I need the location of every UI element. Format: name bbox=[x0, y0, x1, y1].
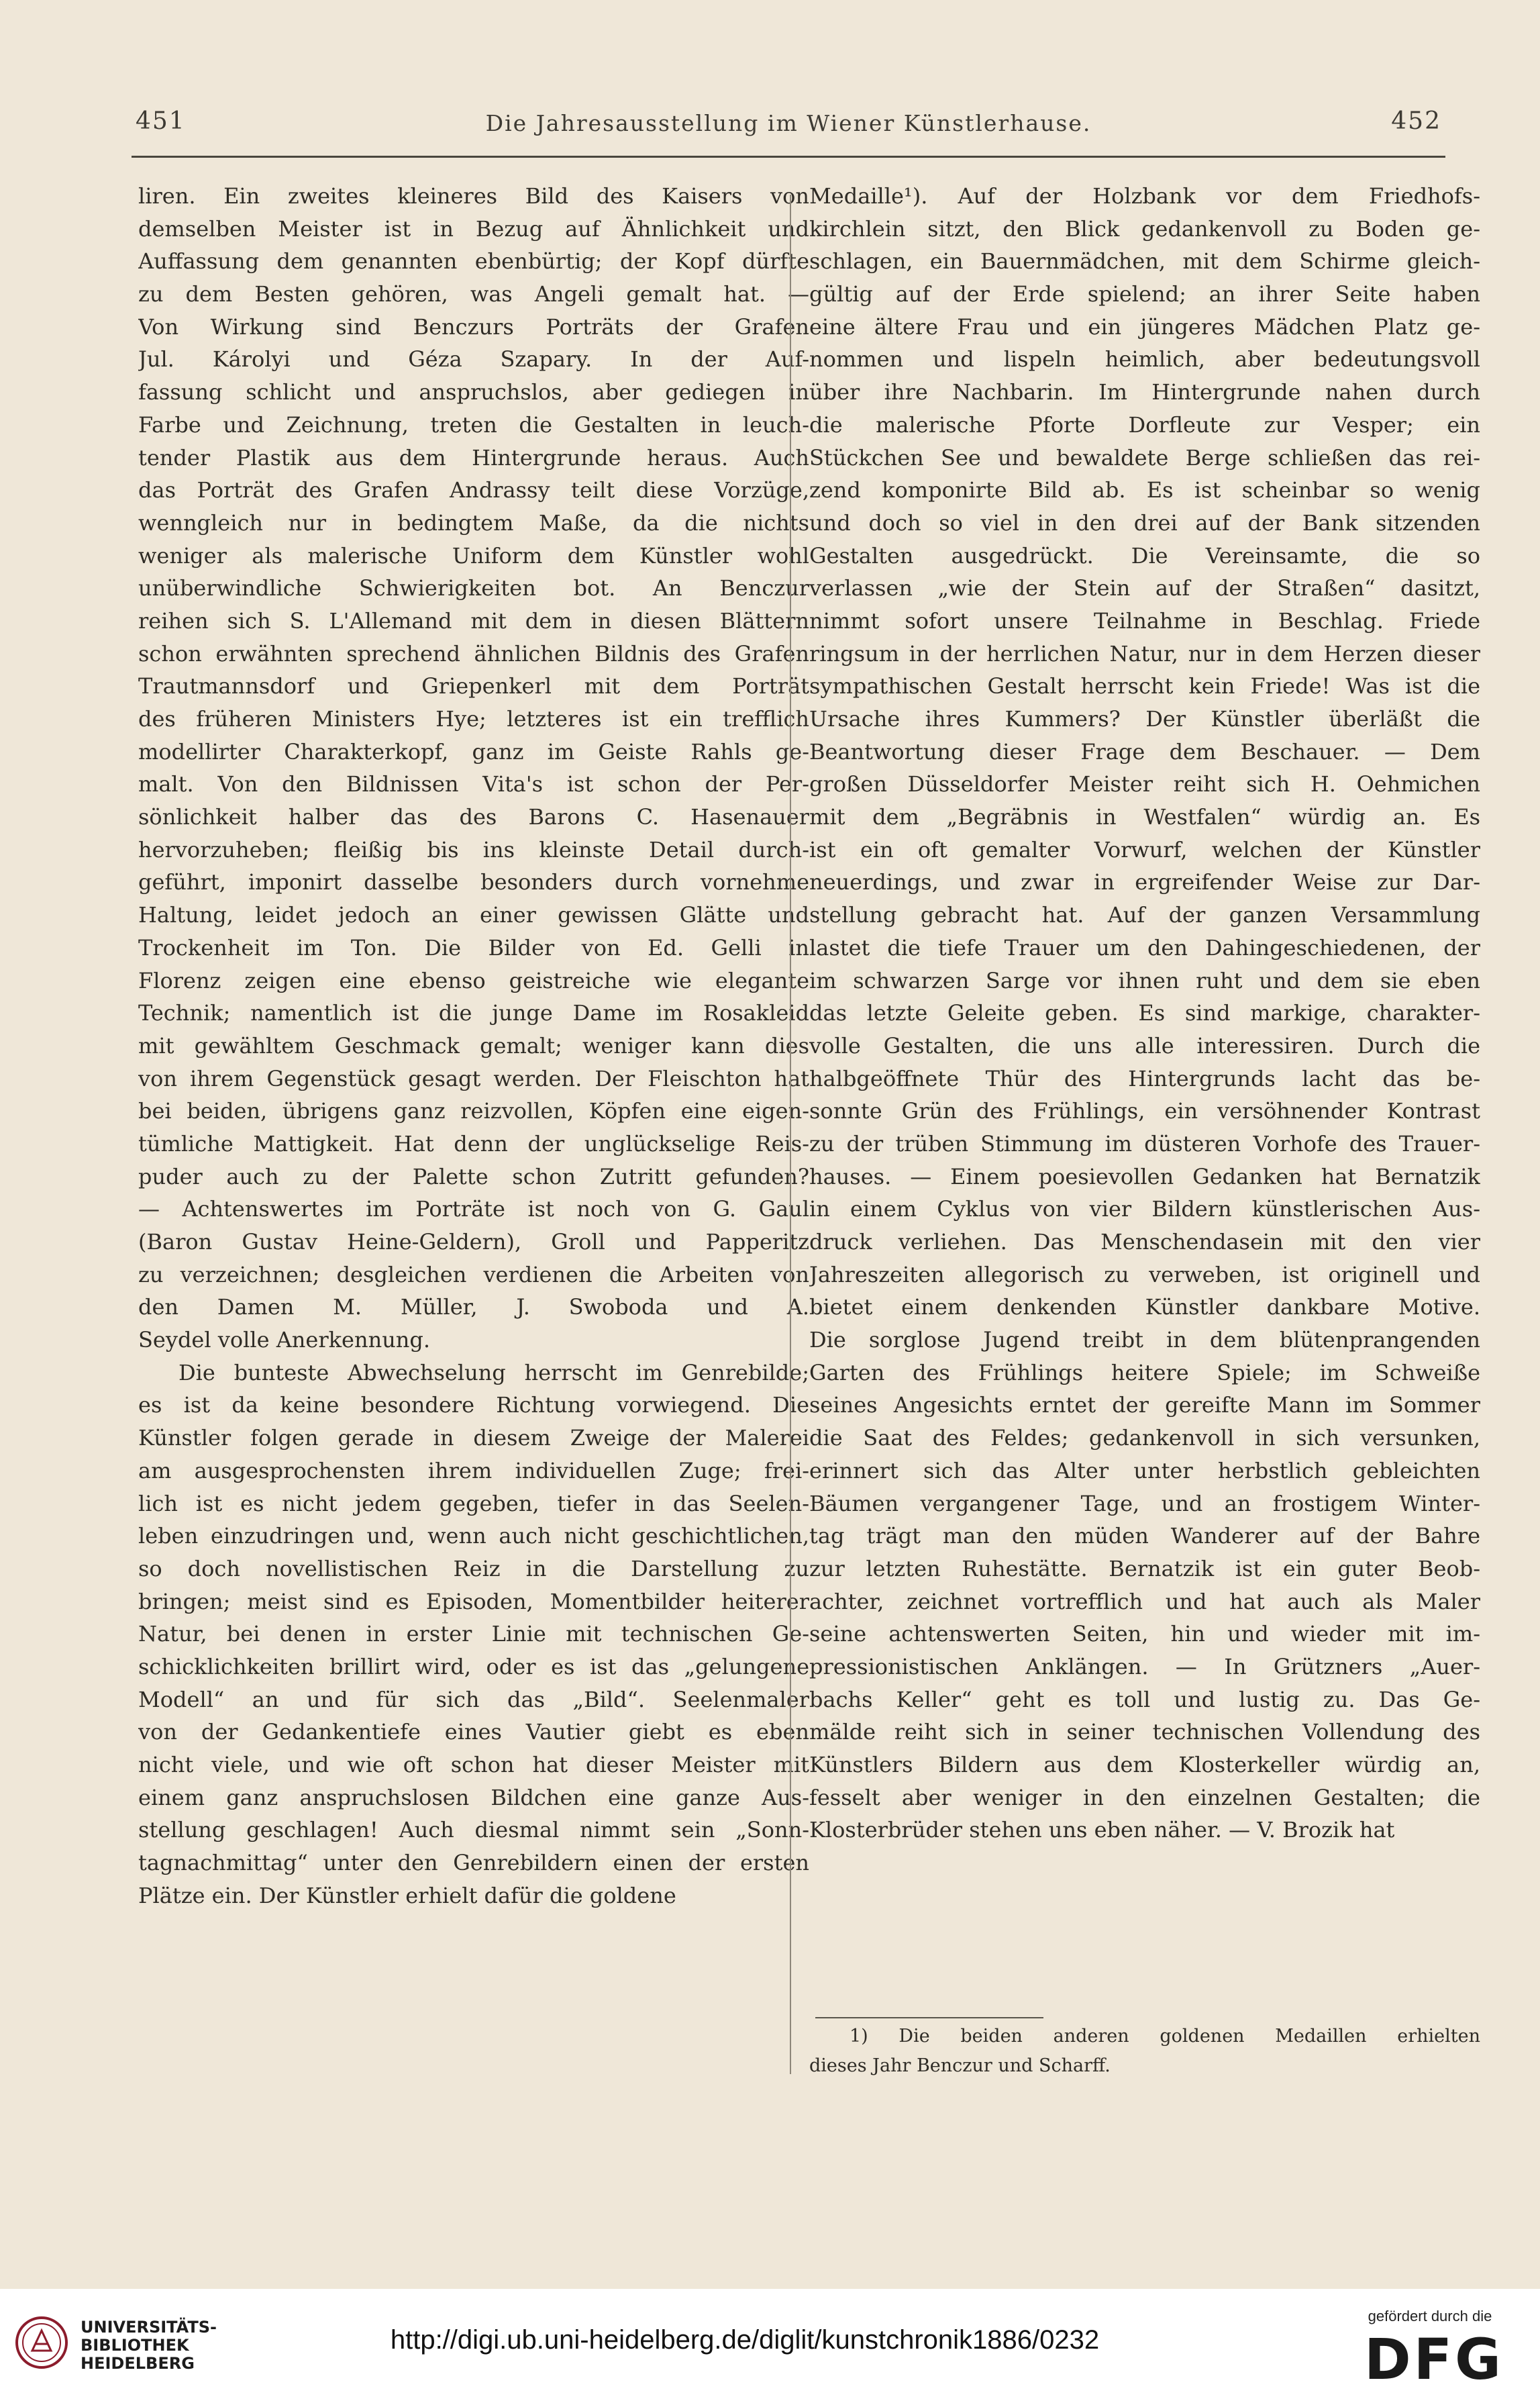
library-name-line: UNIVERSITÄTS- bbox=[81, 2318, 217, 2337]
text-line: tagnachmittag“ unter den Genrebildern einen der ersten bbox=[138, 1850, 809, 1876]
text-line: zu verzeichnen; desgleichen verdienen die Arbeiten von bbox=[138, 1261, 809, 1287]
text-line: Die bunteste Abwechselung herrscht im Genrebilde; bbox=[178, 1359, 809, 1385]
text-line: Garten des Frühlings heitere Spiele; im Schweiße bbox=[809, 1359, 1480, 1385]
text-line: 1) Die beiden anderen goldenen Medaillen erhielten bbox=[850, 2026, 1480, 2047]
text-line: druck verliehen. Das Menschendasein mit den vier bbox=[809, 1229, 1480, 1255]
text-line: reihen sich S. L'Allemand mit dem in diesen Blättern bbox=[138, 607, 809, 634]
text-line: modellirter Charakterkopf, ganz im Geiste Rahls ge- bbox=[138, 738, 809, 765]
text-line: einem ganz anspruchslosen Bildchen eine ganze Aus- bbox=[138, 1784, 809, 1810]
library-name-line: BIBLIOTHEK bbox=[81, 2336, 189, 2355]
text-line: Farbe und Zeichnung, treten die Gestalten in leuch- bbox=[138, 411, 809, 438]
right-column bbox=[809, 180, 1480, 1847]
text-line: tag trägt man den müden Wanderer auf der Bahre bbox=[809, 1523, 1480, 1549]
text-line: Künstlers Bildern aus dem Klosterkeller würdig an, bbox=[809, 1752, 1480, 1777]
footnote bbox=[809, 2022, 1480, 2081]
text-line: Ursache ihres Kummers? Der Künstler überläßt die bbox=[809, 706, 1480, 732]
text-line: tümliche Mattigkeit. Hat denn der unglückselige Reis- bbox=[138, 1130, 809, 1157]
text-line: achter, zeichnet vortrefflich und hat auch als Maler bbox=[809, 1588, 1480, 1614]
permalink[interactable]: http://digi.ub.uni-heidelberg.de/diglit/kunstchronik1886/0232 bbox=[390, 2325, 1100, 2355]
text-line: wenngleich nur in bedingtem Maße, da die nichts bbox=[138, 509, 809, 536]
dfg-logo: DFG bbox=[1364, 2326, 1504, 2392]
text-line: stellung gebracht hat. Auf der ganzen Versammlung bbox=[809, 902, 1480, 928]
text-line: bei beiden, übrigens ganz reizvollen, Köpfen eine eigen- bbox=[138, 1098, 809, 1124]
text-line: in einem Cyklus von vier Bildern künstlerischen Aus- bbox=[809, 1196, 1480, 1222]
text-line: zu dem Besten gehören, was Angeli gemalt hat. — bbox=[138, 281, 809, 307]
text-line: sönlichkeit halber das des Barons C. Hasenauer bbox=[138, 804, 809, 830]
university-seal-icon bbox=[15, 2316, 68, 2369]
text-line: lich ist es nicht jedem gegeben, tiefer in das Seelen- bbox=[138, 1490, 809, 1516]
text-line: (Baron Gustav Heine-Geldern), Groll und Papperitz bbox=[138, 1229, 809, 1255]
footnote-rule bbox=[815, 2017, 1043, 2018]
text-line: den Damen M. Müller, J. Swoboda und A. bbox=[138, 1294, 809, 1320]
text-line: Jul. Károlyi und Géza Szapary. In der Auf- bbox=[138, 346, 809, 373]
text-line: Auffassung dem genannten ebenbürtig; der Kopf dürfte bbox=[138, 248, 809, 275]
text-line: gültig auf der Erde spielend; an ihrer Seite haben bbox=[809, 281, 1480, 307]
text-line: Trockenheit im Ton. Die Bilder von Ed. Gelli in bbox=[138, 934, 809, 961]
text-line: neuerdings, und zwar in ergreifender Weise zur Dar- bbox=[809, 869, 1480, 895]
text-line: sympathischen Gestalt herrscht kein Friede! Was ist die bbox=[809, 673, 1480, 699]
text-line: zu der trüben Stimmung im düsteren Vorhofe des Trauer- bbox=[809, 1130, 1480, 1157]
text-line: — Achtenswertes im Porträte ist noch von G. Gaul bbox=[138, 1196, 809, 1222]
text-line: die malerische Pforte Dorfleute zur Vesper; ein bbox=[809, 411, 1480, 438]
text-line: es ist da keine besondere Richtung vorwiegend. Die bbox=[138, 1392, 809, 1418]
header-rule bbox=[132, 156, 1445, 158]
text-line: die Saat des Feldes; gedankenvoll in sich versunken, bbox=[809, 1425, 1480, 1451]
text-line: im schwarzen Sarge vor ihnen ruht und dem sie eben bbox=[809, 967, 1480, 993]
page-number-right: 452 bbox=[1391, 107, 1441, 135]
text-line: Medaille¹). Auf der Holzbank vor dem Friedhofs- bbox=[809, 183, 1480, 209]
text-line: Modell“ an und für sich das „Bild“. Seelenmaler bbox=[138, 1686, 809, 1712]
text-line: nimmt sofort unsere Teilnahme in Beschlag. Friede bbox=[809, 607, 1480, 634]
text-line: dieses Jahr Benczur und Scharff. bbox=[809, 2055, 1111, 2076]
text-line: seines Angesichts erntet der gereifte Mann im Sommer bbox=[809, 1392, 1480, 1418]
text-line: hauses. — Einem poesievollen Gedanken hat Bernatzik bbox=[809, 1163, 1480, 1189]
page-number-left: 451 bbox=[136, 107, 186, 135]
text-line: Haltung, leidet jedoch an einer gewissen Glätte und bbox=[138, 902, 809, 928]
text-line: Die sorglose Jugend treibt in dem blütenprangenden bbox=[809, 1327, 1480, 1353]
text-line: hervorzuheben; fleißig bis ins kleinste Detail durch- bbox=[138, 836, 809, 863]
text-line: schon erwähnten sprechend ähnlichen Bildnis des Grafen bbox=[138, 640, 809, 667]
text-line: von ihrem Gegenstück gesagt werden. Der Fleischton hat bbox=[138, 1065, 809, 1091]
text-line: Trautmannsdorf und Griepenkerl mit dem Porträt bbox=[138, 673, 809, 699]
library-name-line: HEIDELBERG bbox=[81, 2354, 195, 2373]
text-line: Beantwortung dieser Frage dem Beschauer. — Dem bbox=[809, 738, 1480, 765]
text-line: Plätze ein. Der Künstler erhielt dafür die goldene bbox=[138, 1882, 676, 1908]
text-line: eine ältere Frau und ein jüngeres Mädchen Platz ge- bbox=[809, 313, 1480, 340]
text-line: tender Plastik aus dem Hintergrunde heraus. Auch bbox=[138, 444, 809, 471]
text-line: mit gewähltem Geschmack gemalt; weniger kann dies bbox=[138, 1032, 809, 1059]
text-line: verlassen „wie der Stein auf der Straßen“ dasitzt, bbox=[809, 575, 1480, 601]
text-line: schlagen, ein Bauernmädchen, mit dem Schirme gleich- bbox=[809, 248, 1480, 275]
text-line: das Porträt des Grafen Andrassy teilt diese Vorzüge, bbox=[138, 477, 809, 503]
text-line: Bäumen vergangener Tage, und an frostigem Winter- bbox=[809, 1490, 1480, 1516]
left-column bbox=[138, 180, 809, 1912]
text-line: mit dem „Begräbnis in Westfalen“ würdig an. Es bbox=[809, 804, 1480, 830]
column-divider bbox=[790, 195, 791, 2074]
text-line: Gestalten ausgedrückt. Die Vereinsamte, die so bbox=[809, 542, 1480, 569]
text-line: puder auch zu der Palette schon Zutritt gefunden? bbox=[138, 1163, 809, 1189]
text-line: bietet einem denkenden Künstler dankbare Motive. bbox=[809, 1294, 1480, 1320]
text-line: des früheren Ministers Hye; letzteres ist ein trefflich bbox=[138, 706, 809, 732]
text-line: Jahreszeiten allegorisch zu verweben, ist originell und bbox=[809, 1261, 1480, 1287]
text-line: Natur, bei denen in erster Linie mit technischen Ge- bbox=[138, 1621, 809, 1647]
text-line: Klosterbrüder stehen uns eben näher. — V. Brozik hat bbox=[809, 1817, 1395, 1843]
digitization-footer bbox=[0, 2289, 1540, 2401]
text-line: pressionistischen Anklängen. — In Grützners „Auer- bbox=[809, 1653, 1480, 1679]
text-line: volle Gestalten, die uns alle interessiren. Durch die bbox=[809, 1032, 1480, 1059]
text-line: zend komponirte Bild ab. Es ist scheinbar so wenig bbox=[809, 477, 1480, 503]
text-line: liren. Ein zweites kleineres Bild des Kaisers von bbox=[138, 183, 809, 209]
text-line: halbgeöffnete Thür des Hintergrunds lacht das be- bbox=[809, 1065, 1480, 1091]
text-line: Technik; namentlich ist die junge Dame im Rosakleid bbox=[138, 1000, 809, 1026]
running-title: Die Jahresausstellung im Wiener Künstlerhause. bbox=[485, 110, 1092, 136]
text-line: fassung schlicht und anspruchslos, aber gediegen in bbox=[138, 379, 809, 405]
text-line: nommen und lispeln heimlich, aber bedeutungsvoll bbox=[809, 346, 1480, 373]
funding-note: gefördert durch die bbox=[1368, 2308, 1492, 2324]
text-line: Seydel volle Anerkennung. bbox=[138, 1327, 431, 1353]
text-line: geführt, imponirt dasselbe besonders durch vornehme bbox=[138, 869, 809, 895]
text-line: demselben Meister ist in Bezug auf Ähnlichkeit und bbox=[138, 215, 809, 242]
text-line: Von Wirkung sind Benczurs Porträts der Grafen bbox=[138, 313, 809, 340]
text-line: Stückchen See und bewaldete Berge schließen das rei- bbox=[809, 444, 1480, 471]
text-line: von der Gedankentiefe eines Vautier giebt es eben bbox=[138, 1719, 809, 1745]
text-line: sonnte Grün des Frühlings, ein versöhnender Kontrast bbox=[809, 1098, 1480, 1124]
text-line: am ausgesprochensten ihrem individuellen Zuge; frei- bbox=[138, 1457, 809, 1483]
running-head bbox=[132, 107, 1445, 148]
text-line: bringen; meist sind es Episoden, Momentbilder heiterer bbox=[138, 1588, 809, 1614]
text-line: erinnert sich das Alter unter herbstlich gebleichten bbox=[809, 1457, 1480, 1483]
text-line: und doch so viel in den drei auf der Bank sitzenden bbox=[809, 509, 1480, 536]
text-line: weniger als malerische Uniform dem Künstler wohl bbox=[138, 542, 809, 569]
text-line: das letzte Geleite geben. Es sind markige, charakter- bbox=[809, 1000, 1480, 1026]
text-line: über ihre Nachbarin. Im Hintergrunde nahen durch bbox=[809, 379, 1480, 405]
text-line: ringsum in der herrlichen Natur, nur in dem Herzen dieser bbox=[809, 640, 1480, 667]
text-line: leben einzudringen und, wenn auch nicht geschichtlichen, bbox=[138, 1523, 809, 1549]
text-line: fesselt aber weniger in den einzelnen Gestalten; die bbox=[809, 1784, 1480, 1810]
text-line: mälde reiht sich in seiner technischen Vollendung des bbox=[809, 1719, 1480, 1745]
text-line: Künstler folgen gerade in diesem Zweige der Malerei bbox=[138, 1425, 809, 1451]
text-line: lastet die tiefe Trauer um den Dahingeschiedenen, der bbox=[809, 934, 1480, 961]
text-line: so doch novellistischen Reiz in die Darstellung zu bbox=[138, 1555, 809, 1581]
text-line: nicht viele, und wie oft schon hat dieser Meister mit bbox=[138, 1752, 809, 1777]
text-line: zur letzten Ruhestätte. Bernatzik ist ein guter Beob- bbox=[809, 1555, 1480, 1581]
text-line: stellung geschlagen! Auch diesmal nimmt sein „Sonn- bbox=[138, 1817, 809, 1843]
text-line: seine achtenswerten Seiten, hin und wieder mit im- bbox=[809, 1621, 1480, 1647]
text-line: schicklichkeiten brillirt wird, oder es ist das „gelungene bbox=[138, 1653, 809, 1679]
text-line: malt. Von den Bildnissen Vita's ist schon der Per- bbox=[138, 771, 809, 797]
text-line: großen Düsseldorfer Meister reiht sich H. Oehmichen bbox=[809, 771, 1480, 797]
text-line: unüberwindliche Schwierigkeiten bot. An Benczur bbox=[138, 575, 809, 601]
library-name bbox=[81, 2318, 242, 2373]
text-line: kirchlein sitzt, den Blick gedankenvoll zu Boden ge- bbox=[809, 215, 1480, 242]
text-line: bachs Keller“ geht es toll und lustig zu. Das Ge- bbox=[809, 1686, 1480, 1712]
text-line: ist ein oft gemalter Vorwurf, welchen der Künstler bbox=[809, 836, 1480, 863]
text-line: Florenz zeigen eine ebenso geistreiche wie elegante bbox=[138, 967, 809, 993]
